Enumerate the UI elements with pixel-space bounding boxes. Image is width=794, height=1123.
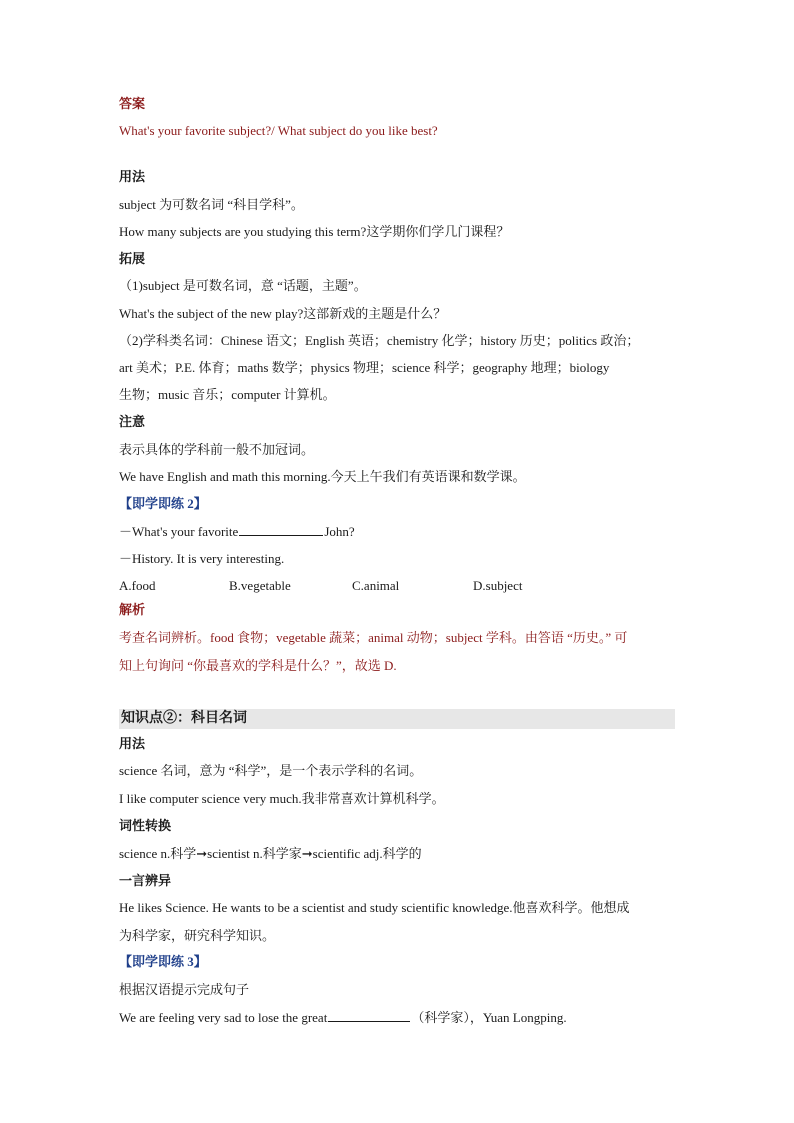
extension-item-2-line1: （2)学科类名词：Chinese 语文；English 英语；chemistry 化学；history 历史；politics 政治； [119,333,640,348]
answer-label: 答案 [119,96,146,111]
distinguish-label: 一言辨异 [119,873,172,888]
option-b: B.vegetable [229,578,291,593]
option-a: A.food [119,578,156,593]
usage-label-2: 用法 [119,736,146,751]
answer-text: What's your favorite subject?/ What subject do you like best? [119,123,438,138]
extension-label: 拓展 [119,251,146,266]
extension-item-2-line3: 生物；music 音乐；computer 计算机。 [119,387,336,402]
practice-2-options [119,577,679,595]
practice-3-instruction: 根据汉语提示完成句子 [119,982,250,997]
analysis-label: 解析 [119,602,146,617]
practice-2-label: 【即学即练 2】 [119,496,207,511]
usage-example-2: I like computer science very much.我非常喜欢计算机科学。 [119,791,445,806]
question-text-before: －What's your favorite [119,524,239,539]
practice-2-question-2: －History. It is very interesting. [119,551,285,566]
extension-item-2-line2: art 美术；P.E. 体育；maths 数学；physics 物理；science 科学；geography 地理；biology [119,360,610,375]
option-d: D.subject [473,578,523,593]
sentence-text-before: We are feeling very sad to lose the great [119,1010,328,1025]
practice-3-label: 【即学即练 3】 [119,954,207,969]
note-example: We have English and math this morning.今天上午我们有英语课和数学课。 [119,469,526,484]
distinguish-line-1: He likes Science. He wants to be a scientist and study scientific knowledge.他喜欢科学。他想成 [119,900,630,915]
distinguish-line-2: 为科学家，研究科学知识。 [119,928,276,943]
practice-2-question-1 [119,522,355,541]
knowledge-heading: 知识点②：科目名词 [121,711,247,726]
practice-3-sentence [119,1008,567,1027]
analysis-line-1: 考查名词辨析。food 食物；vegetable 蔬菜；animal 动物；subject 学科。由答语 “历史。” 可 [119,630,628,645]
knowledge-heading-box [119,709,675,729]
usage-example: How many subjects are you studying this term?这学期你们学几门课程？ [119,224,510,239]
answer-blank[interactable] [239,522,323,536]
extension-example: What's the subject of the new play?这部新戏的主题是什么？ [119,306,447,321]
usage-label: 用法 [119,169,146,184]
usage-text-2: science 名词，意为 “科学”，是一个表示学科的名词。 [119,763,423,778]
conversion-text: science n.科学➞scientist n.科学家➞scientific adj.科学的 [119,846,422,861]
conversion-label: 词性转换 [119,818,172,833]
question-text-after: John? [324,524,355,539]
answer-blank[interactable] [328,1008,410,1022]
usage-text: subject 为可数名词 “科目学科”。 [119,197,304,212]
analysis-line-2: 知上句询问 “你最喜欢的学科是什么？”，故选 D. [119,658,397,673]
sentence-text-after: （科学家），Yuan Longping. [411,1010,567,1025]
note-text: 表示具体的学科前一般不加冠词。 [119,442,315,457]
extension-item-1: （1)subject 是可数名词，意 “话题，主题”。 [119,278,367,293]
note-label: 注意 [119,414,146,429]
option-c: C.animal [352,578,400,593]
